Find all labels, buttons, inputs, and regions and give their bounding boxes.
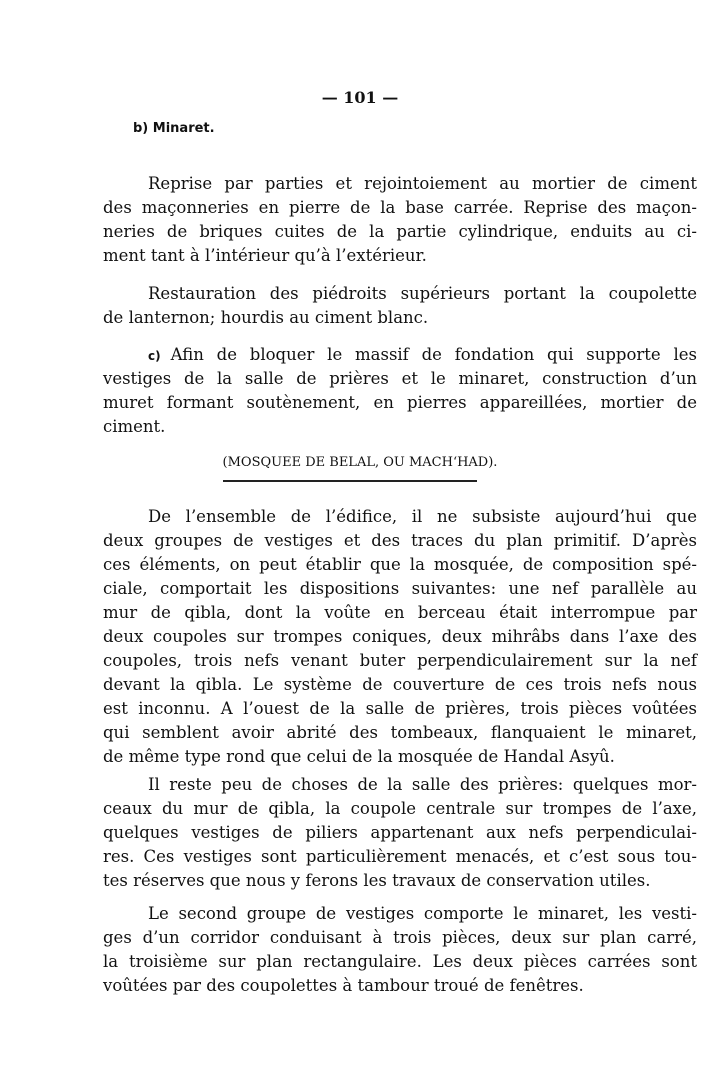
paragraph: [103, 282, 697, 330]
text-line-content: voûtées par des coupolettes à tambour troué de fenêtres.: [103, 976, 584, 995]
text-line-content: ces éléments, on peut établir que la mosquée, de composition spé-: [103, 555, 697, 574]
text-line-content: devant la qibla. Le système de couverture de ces trois nefs nous: [103, 675, 697, 694]
section-title: (MOSQUEE DE BELAL, OU MACH‘HAD).: [222, 455, 498, 470]
text-line: [103, 625, 697, 649]
page-number: — 101 —: [321, 88, 399, 107]
text-line: [103, 745, 697, 769]
text-line: [103, 306, 697, 330]
text-line: [103, 974, 697, 998]
text-line: [103, 601, 697, 625]
paragraph: [103, 172, 697, 268]
text-line: [103, 244, 697, 268]
text-line: [103, 649, 697, 673]
text-line-content: Le second groupe de vestiges comporte le minaret, les vesti-: [148, 904, 697, 923]
text-line: [103, 415, 697, 439]
text-line-content: Afin de bloquer le massif de fondation qui supporte les: [170, 345, 697, 364]
text-line-content: mur de qibla, dont la voûte en berceau était interrompue par: [103, 603, 697, 622]
paragraph: [103, 902, 697, 998]
text-line: [103, 773, 697, 797]
text-line-content: la troisième sur plan rectangulaire. Les deux pièces carrées sont: [103, 952, 697, 971]
text-line: [103, 845, 697, 869]
paragraph: [103, 343, 697, 439]
text-line: [103, 721, 697, 745]
text-line-content: vestiges de la salle de prières et le minaret, construction d’un: [103, 369, 697, 388]
text-line: [103, 902, 697, 926]
text-line: [103, 220, 697, 244]
text-line-content: ciment.: [103, 417, 166, 436]
text-line: [103, 505, 697, 529]
text-line: [103, 282, 697, 306]
text-line-content: neries de briques cuites de la partie cylindrique, enduits au ci-: [103, 222, 697, 241]
text-line-content: des maçonneries en pierre de la base carrée. Reprise des maçon-: [103, 198, 697, 217]
text-line: [103, 697, 697, 721]
text-line: [103, 343, 697, 367]
text-line: [103, 673, 697, 697]
text-line: [103, 391, 697, 415]
text-line-content: de lanternon; hourdis au ciment blanc.: [103, 308, 429, 327]
text-line-content: deux groupes de vestiges et des traces du plan primitif. D’après: [103, 531, 697, 550]
text-line: [103, 367, 697, 391]
text-line-content: Reprise par parties et rejointoiement au mortier de ciment: [148, 174, 697, 193]
text-line: [103, 529, 697, 553]
text-line: [103, 797, 697, 821]
text-line-content: de même type rond que celui de la mosquée de Handal Asyû.: [103, 747, 615, 766]
text-line: [103, 553, 697, 577]
text-line: [103, 196, 697, 220]
text-line: [103, 821, 697, 845]
text-line: [103, 950, 697, 974]
text-line: [103, 926, 697, 950]
text-line-content: coupoles, trois nefs venant buter perpendiculairement sur la nef: [103, 651, 697, 670]
item-marker: c): [148, 349, 161, 363]
text-line: [103, 869, 697, 893]
text-line-content: ceaux du mur de qibla, la coupole centrale sur trompes de l’axe,: [103, 799, 697, 818]
text-line-content: ciale, comportait les dispositions suivantes: une nef parallèle au: [103, 579, 697, 598]
text-line-content: muret formant soutènement, en pierres appareillées, mortier de: [103, 393, 697, 412]
paragraph: [103, 773, 697, 893]
text-line-content: res. Ces vestiges sont particulièrement menacés, et c’est sous tou-: [103, 847, 697, 866]
text-line-content: Restauration des piédroits supérieurs portant la coupolette: [148, 284, 697, 303]
text-line-content: Il reste peu de choses de la salle des prières: quelques mor-: [148, 775, 697, 794]
text-line: [103, 172, 697, 196]
text-line-content: qui semblent avoir abrité des tombeaux, flanquaient le minaret,: [103, 723, 697, 742]
paragraph: [103, 505, 697, 769]
text-line: [103, 577, 697, 601]
text-line-content: ment tant à l’intérieur qu’à l’extérieur.: [103, 246, 427, 265]
text-line-content: quelques vestiges de piliers appartenant aux nefs perpendiculai-: [103, 823, 697, 842]
section-divider: [223, 480, 477, 482]
text-line-content: deux coupoles sur trompes coniques, deux mihrâbs dans l’axe des: [103, 627, 697, 646]
text-line-content: tes réserves que nous y ferons les travaux de conservation utiles.: [103, 871, 651, 890]
subsection-heading: b) Minaret.: [133, 121, 215, 136]
text-line-content: est inconnu. A l’ouest de la salle de prières, trois pièces voûtées: [103, 699, 697, 718]
text-line-content: ges d’un corridor conduisant à trois pièces, deux sur plan carré,: [103, 928, 697, 947]
text-line-content: De l’ensemble de l’édifice, il ne subsiste aujourd’hui que: [148, 507, 697, 526]
